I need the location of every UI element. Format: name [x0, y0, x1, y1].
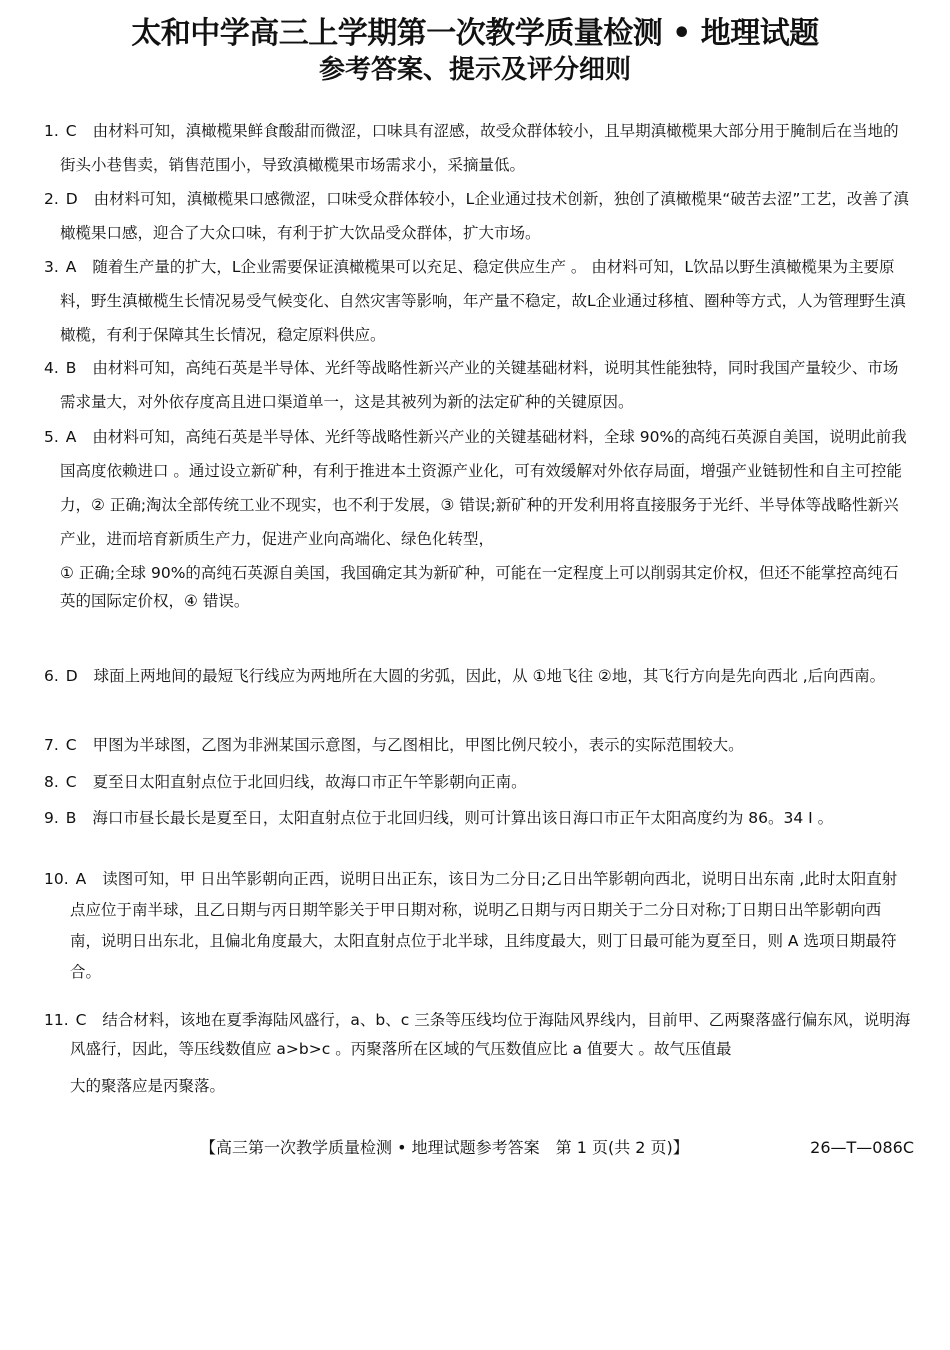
explanation-text: 由材料可知，高纯石英是半导体、光纤等战略性新兴产业的关键基础材料，全球 90%的高纯石英源自美国，说明此前我国高度依赖进口 。通过设立新矿种，有利于推进本土资源产业化，可有效缓解对外依存局面，增强产业链韧性和自主可控能力，② 正确;淘汰全部传统工业不现实，也不利于发展，③ 错误;新矿种的开发利用将直接服务于光纤、半导体等战略性新兴产业，进而培育新质生产力，促进产业向高端化、绿色化转型，: [60, 428, 907, 548]
answer-line: [44, 864, 912, 988]
question-number: 11.: [44, 1011, 69, 1029]
question-number: 2.: [44, 190, 59, 208]
answer-line: [44, 182, 912, 250]
question-number: 8.: [44, 773, 59, 791]
answer-letter: D: [65, 190, 78, 208]
answer-letter: C: [75, 1011, 87, 1029]
answer-letter: B: [65, 359, 77, 377]
answer-letter: D: [65, 667, 78, 685]
answer-item-7: [44, 728, 912, 762]
explanation-continuation: ① 正确;全球 90%的高纯石英源自美国，我国确定其为新矿种，可能在一定程度上可以削弱其定价权，但还不能掌控高纯石英的国际定价权，④ 错误。: [60, 564, 899, 610]
answer-line: [44, 765, 912, 799]
answer-item-11: [44, 1006, 912, 1101]
answer-line: [44, 804, 912, 832]
question-number: 5.: [44, 428, 59, 446]
answer-item-1: [44, 114, 912, 182]
answer-letter: C: [65, 122, 77, 140]
footer-label: 【高三第一次教学质量检测 • 地理试题参考答案 第 1 页(共 2 页)】: [200, 1138, 689, 1157]
answer-letter: A: [65, 258, 77, 276]
answer-item-8: [44, 765, 912, 799]
question-number: 9.: [44, 809, 59, 827]
answer-letter: A: [75, 870, 87, 888]
answer-item-10: [44, 864, 912, 988]
answer-item-2: [44, 182, 912, 250]
question-number: 3.: [44, 258, 59, 276]
question-number: 6.: [44, 667, 59, 685]
explanation-text: 结合材料，该地在夏季海陆风盛行，a、b、c 三条等压线均位于海陆风界线内，目前甲、乙两聚落盛行偏东风，说明海风盛行，因此，等压线数值应 a>b>c 。丙聚落所在区域的气压数值应比 a 值要大 。故气压值最: [70, 1011, 911, 1058]
answer-line: [44, 728, 912, 762]
answer-item-4: [44, 351, 912, 419]
answer-line: [44, 351, 912, 419]
explanation-text: 甲图为半球图，乙图为非洲某国示意图，与乙图相比，甲图比例尺较小，表示的实际范围较大。: [92, 736, 744, 754]
explanation-text: 球面上两地间的最短飞行线应为两地所在大圆的劣弧，因此，从 ①地飞往 ②地，其飞行方向是先向西北 ,后向西南。: [93, 667, 886, 685]
answer-line: [44, 659, 912, 693]
explanation-continuation: 大的聚落应是丙聚落。: [70, 1077, 226, 1095]
answer-letter: B: [65, 809, 77, 827]
answer-letter: C: [65, 773, 77, 791]
document-code: 26—T—086C: [810, 1138, 914, 1157]
answer-letter: C: [65, 736, 77, 754]
question-number: 7.: [44, 736, 59, 754]
question-number: 10.: [44, 870, 69, 888]
explanation-text: 海口市昼长最长是夏至日，太阳直射点位于北回归线，则可计算出该日海口市正午太阳高度约为 86。34 I 。: [92, 809, 834, 827]
answer-letter: A: [65, 428, 77, 446]
answer-line: [44, 420, 912, 556]
answer-line: [44, 1006, 912, 1064]
answer-item-6: [44, 659, 912, 693]
answer-item-9: [44, 804, 912, 832]
explanation-text: 读图可知，甲 日出竿影朝向正西，说明日出正东，该日为二分日;乙日出竿影朝向西北，说明日出东南 ,此时太阳直射点应位于南半球，且乙日期与丙日期竿影关于甲日期对称，说明乙日期与丙日期关于二分日对称;丁日期日出竿影朝向西南，说明日出东北，且偏北角度最大，太阳直射点位于北半球，且纬度最大，则丁日最可能为夏至日，则 A 选项日期最符合。: [70, 870, 898, 981]
answer-line: [44, 250, 912, 352]
answer-item-5: [44, 420, 912, 615]
page-title: 太和中学高三上学期第一次教学质量检测 • 地理试题: [131, 16, 819, 51]
explanation-text: 随着生产量的扩大，L企业需要保证滇橄榄果可以充足、稳定供应生产 。 由材料可知，L饮品以野生滇橄榄果为主要原料，野生滇橄榄生长情况易受气候变化、自然灾害等影响，年产量不稳定，故L企业通过移植、圈种等方式，人为管理野生滇橄榄，有利于保障其生长情况，稳定原料供应。: [60, 258, 906, 344]
question-number: 1.: [44, 122, 59, 140]
question-number: 4.: [44, 359, 59, 377]
explanation-text: 由材料可知，滇橄榄果口感微涩，口味受众群体较小，L企业通过技术创新，独创了滇橄榄果“破苦去涩”工艺，改善了滇橄榄果口感，迎合了大众口味，有利于扩大饮品受众群体，扩大市场。: [60, 190, 909, 242]
page-subtitle: 参考答案、提示及评分细则: [318, 55, 631, 85]
answer-item-3: [44, 250, 912, 352]
explanation-text: 由材料可知，滇橄榄果鲜食酸甜而微涩，口味具有涩感，故受众群体较小，且早期滇橄榄果大部分用于腌制后在当地的街头小巷售卖，销售范围小，导致滇橄榄果市场需求小，采摘量低。: [60, 122, 899, 174]
explanation-text: 由材料可知，高纯石英是半导体、光纤等战略性新兴产业的关键基础材料，说明其性能独特，同时我国产量较少、市场需求量大，对外依存度高且进口渠道单一，这是其被列为新的法定矿种的关键原因。: [60, 359, 899, 411]
answer-line: [44, 114, 912, 182]
explanation-text: 夏至日太阳直射点位于北回归线，故海口市正午竿影朝向正南。: [92, 773, 527, 791]
